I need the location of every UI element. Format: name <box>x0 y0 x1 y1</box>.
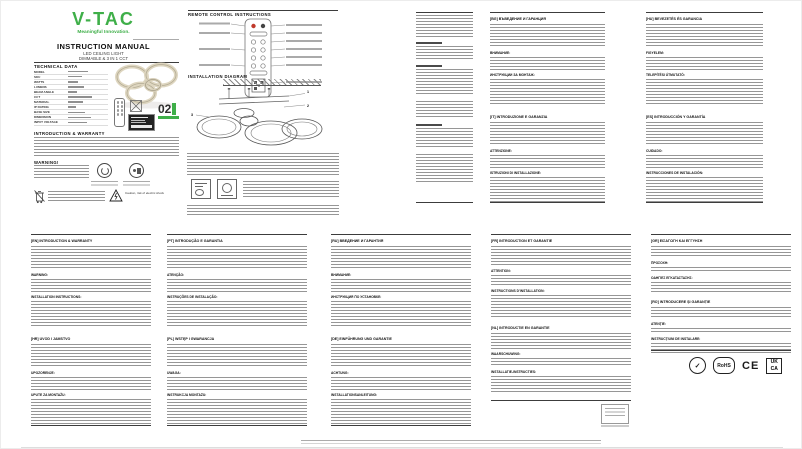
install-notes-redacted <box>243 181 339 197</box>
install-subhead-pl: INSTRUKCJA MONTAŻU: <box>167 393 207 397</box>
column-en-hr <box>31 234 151 426</box>
compliance-note-box <box>601 404 629 424</box>
vtac-logo: V-TAC <box>72 9 135 29</box>
text-redacted <box>31 246 151 270</box>
install-subhead-gr: ΟΔΗΓΙΕΣ ΕΓΚΑΤΑΣΤΑΣΗΣ: <box>651 276 693 280</box>
tech-value-redacted <box>68 86 84 88</box>
text-redacted <box>416 101 473 119</box>
text-redacted <box>416 128 473 148</box>
ce-mark: CE <box>742 359 760 372</box>
tech-value-redacted <box>68 112 85 114</box>
text-redacted <box>651 282 791 292</box>
divider <box>601 425 629 427</box>
power-off-icon <box>97 163 112 178</box>
text-redacted <box>605 408 625 418</box>
section-title-ru: [RU] ВВЕДЕНИЕ И ГАРАНТИЯ <box>331 239 384 243</box>
recycle-icon: ✓ <box>689 357 706 374</box>
text-redacted <box>490 79 605 106</box>
text-redacted <box>31 377 151 390</box>
manual-subtitle-2: DIMMABLE & 3 IN 1 CCT <box>78 55 129 61</box>
subhead-redacted <box>416 42 442 44</box>
warn-subhead-pt: ATENÇÃO: <box>167 273 185 277</box>
manual-subtitle-1: LED CEILING LIGHT <box>83 50 124 56</box>
rohs-mark: RoHS <box>713 357 735 374</box>
install-subhead-pt: INSTRUÇÕES DE INSTALAÇÃO: <box>167 295 218 299</box>
warranty-badge-number: 02 <box>158 102 172 116</box>
text-redacted <box>651 343 791 353</box>
section-title-pt: [PT] INTRODUÇÃO E GARANTIA <box>167 239 223 243</box>
intro-heading: INTRODUCTION & WARRANTY <box>34 130 105 136</box>
tech-value-redacted <box>68 122 87 124</box>
text-redacted <box>491 376 631 394</box>
text-redacted <box>491 295 631 317</box>
text-redacted <box>646 24 763 48</box>
install-subhead-hu: TELEPÍTÉSI ÚTMUTATÓ: <box>646 73 685 77</box>
install-subhead-de: INSTALLATIONSANLEITUNG: <box>331 393 378 397</box>
ukca-mark <box>766 358 782 374</box>
warn-subhead-fr: ATTENTION: <box>491 269 511 273</box>
tech-value-redacted <box>68 117 91 119</box>
tech-value-redacted <box>68 96 92 98</box>
shock-caption: Caution, risk of electric shock <box>125 191 165 195</box>
warn-subhead-hu: FIGYELEM: <box>646 51 664 55</box>
warn-subhead-bg: ВНИМАНИЕ: <box>490 51 511 55</box>
tech-label: MATERIAL <box>34 100 50 105</box>
section-title-hr: [HR] UVOD I JAMSTVO <box>31 337 71 341</box>
column-gr-ro <box>651 234 791 351</box>
section-title-hu: [HU] BEVEZETÉS ÉS GARANCIA <box>646 17 703 21</box>
warn-subhead-it: ATTENZIONE: <box>490 149 512 153</box>
subhead-redacted <box>416 124 442 126</box>
install-subhead-es: INSTRUCCIONES DE INSTALACIÓN: <box>646 171 704 175</box>
tech-value-redacted <box>68 71 88 73</box>
remote-thumb <box>114 98 125 127</box>
section-title-fr: [FR] INTRODUCTION ET GARANTIE <box>491 239 553 243</box>
page-title: INSTRUCTION MANUAL <box>56 42 151 51</box>
text-redacted <box>490 155 605 168</box>
energy-label <box>128 114 155 131</box>
text-redacted <box>167 344 307 368</box>
text-redacted <box>31 301 151 328</box>
tech-data-table <box>34 70 108 126</box>
section-title-bg: [BG] ВЪВЕДЕНИЕ И ГАРАНЦИЯ <box>490 17 546 21</box>
warn-subhead-gr: ΠΡΟΣΟΧΗ: <box>651 261 669 265</box>
text-redacted <box>331 279 471 292</box>
section-title-nl: [NL] INTRODUCTIE EN GARANTIE <box>491 326 550 330</box>
tech-value-redacted <box>68 81 78 83</box>
tech-label: MODEL <box>34 69 45 74</box>
intro-paragraph-redacted <box>34 137 179 158</box>
column-pt-pl <box>167 234 307 426</box>
text-redacted <box>331 377 471 390</box>
text-redacted <box>416 69 473 95</box>
text-redacted <box>31 399 151 426</box>
pictogram-caption-redacted <box>123 181 150 186</box>
text-redacted <box>651 307 791 319</box>
section-title-es: [ES] INTRODUCCIÓN Y GARANTÍA <box>646 115 706 119</box>
install-notes-redacted <box>187 153 339 175</box>
brand-tagline: Meaningful Innovation. <box>77 30 130 35</box>
text-redacted <box>646 79 763 106</box>
tech-label: INPUT VOLTAGE <box>34 120 58 125</box>
version-note-redacted <box>133 39 179 41</box>
installation-heading: INSTALLATION DIAGRAM <box>188 73 248 79</box>
section-title-gr: [GR] ΕΙΣΑΓΩΓΗ ΚΑΙ ΕΓΓΥΗΣΗ <box>651 239 703 243</box>
text-redacted <box>491 358 631 367</box>
callout-1: 1 <box>307 90 310 94</box>
warn-subhead-ro: ATENȚIE: <box>651 322 666 326</box>
tech-value-redacted <box>68 91 77 93</box>
ukca-ca: CA <box>770 365 778 372</box>
warn-subhead-en: WARNING: <box>31 273 49 277</box>
text-redacted <box>167 301 307 328</box>
install-subhead-ru: ИНСТРУКЦИЯ ПО УСТАНОВКЕ: <box>331 295 382 299</box>
callout-3: 3 <box>191 112 194 117</box>
text-redacted <box>490 24 605 48</box>
column-bg-it <box>490 12 605 203</box>
compliance-marks <box>689 357 782 374</box>
text-redacted <box>490 122 605 146</box>
footer-text-redacted <box>301 440 601 444</box>
ceiling-hatch <box>223 79 321 86</box>
install-subhead-ro: INSTRUCȚIUNI DE INSTALARE: <box>651 337 701 341</box>
warn-subhead-nl: WAARSCHUWING: <box>491 352 521 356</box>
text-redacted <box>646 122 763 146</box>
column-ru-de <box>331 234 471 426</box>
remote-instructions-heading: REMOTE CONTROL INSTRUCTIONS <box>188 12 272 17</box>
install-pictogram-1 <box>191 179 211 199</box>
column-fr-nl <box>491 234 631 401</box>
warn-subhead-ru: ВНИМАНИЕ: <box>331 273 352 277</box>
text-redacted <box>331 344 471 368</box>
text-redacted <box>331 301 471 328</box>
section-title-pl: [PL] WSTĘP I GWARANCJA <box>167 337 215 341</box>
warning-triangle-icon <box>109 189 123 202</box>
ukca-uk: UK <box>770 358 778 365</box>
text-redacted <box>490 177 605 204</box>
subhead-redacted <box>416 65 442 67</box>
text-redacted <box>31 279 151 292</box>
install-notes-redacted <box>187 205 339 217</box>
tech-value-redacted <box>68 106 76 108</box>
tech-label: BASE SIZE <box>34 110 50 115</box>
text-redacted <box>491 246 631 266</box>
column-en-continued <box>416 12 473 203</box>
text-redacted <box>31 344 151 368</box>
warning-heading: WARNING! <box>34 159 59 165</box>
tech-value-redacted <box>68 101 83 103</box>
tech-label: LUMENS <box>34 84 47 89</box>
install-subhead-hr: UPUTE ZA MONTAŽU: <box>31 393 66 397</box>
installation-drawing <box>189 87 339 149</box>
tech-label: IP RATING <box>34 105 49 110</box>
text-redacted <box>491 275 631 286</box>
tech-label: BEAM ANGLE <box>34 89 55 94</box>
install-subhead-en: INSTALLATION INSTRUCTIONS: <box>31 295 82 299</box>
tech-label: SKU <box>34 74 41 79</box>
text-redacted <box>646 57 763 70</box>
divider <box>188 10 338 11</box>
text-redacted <box>646 155 763 168</box>
section-title-ro: [RO] INTRODUCERE ȘI GARANȚIE <box>651 300 711 304</box>
warn-subhead-es: CUIDADO: <box>646 149 663 153</box>
callout-2: 2 <box>307 103 310 108</box>
text-redacted <box>331 399 471 426</box>
warn-subhead-hr: UPOZORENJE: <box>31 371 55 375</box>
text-redacted <box>646 177 763 204</box>
text-redacted <box>167 279 307 292</box>
warning-list-redacted <box>34 165 89 179</box>
text-redacted <box>416 15 473 37</box>
text-redacted <box>490 57 605 70</box>
weee-caption-redacted <box>48 191 105 203</box>
section-title-de: [DE] EINFÜHRUNG UND GARANTIE <box>331 337 392 341</box>
warn-subhead-pl: UWAGA: <box>167 371 181 375</box>
column-hu-es <box>646 12 763 203</box>
text-redacted <box>651 246 791 258</box>
tech-label: WATTS <box>34 79 45 84</box>
install-subhead-it: ISTRUZIONI DI INSTALLAZIONE: <box>490 171 542 175</box>
tech-row <box>34 120 108 125</box>
warn-subhead-de: ACHTUNG: <box>331 371 349 375</box>
install-subhead-bg: ИНСТРУКЦИИ ЗА МОНТАЖ: <box>490 73 535 77</box>
text-redacted <box>167 377 307 390</box>
install-subhead-fr: INSTRUCTIONS D'INSTALLATION: <box>491 289 545 293</box>
text-redacted <box>167 399 307 426</box>
electrician-icon <box>129 163 144 178</box>
pictogram-caption-redacted <box>91 181 118 186</box>
warranty-badge-caption-redacted <box>158 116 179 119</box>
install-pictogram-2 <box>217 179 237 199</box>
tech-data-heading: TECHNICAL DATA <box>34 63 78 69</box>
text-redacted <box>651 267 791 273</box>
tech-value-redacted <box>68 76 82 78</box>
tech-label: DIMENSION <box>34 115 52 120</box>
text-redacted <box>331 246 471 270</box>
text-redacted <box>167 246 307 270</box>
packaging-icon <box>130 100 142 112</box>
section-title-it: [IT] INTRODUZIONE E GARANZIA <box>490 115 548 119</box>
weee-bin-icon <box>34 190 45 204</box>
section-title-en: [EN] INTRODUCTION & WARRANTY <box>31 239 93 243</box>
text-redacted <box>416 154 473 184</box>
warranty-badge <box>158 103 182 119</box>
tech-label: CCT <box>34 95 41 100</box>
page-bottom-rule <box>21 447 783 448</box>
text-redacted <box>491 333 631 349</box>
text-redacted <box>416 46 473 60</box>
warranty-badge-bar <box>172 103 176 115</box>
install-subhead-nl: INSTALLATIE-INSTRUCTIES: <box>491 370 537 374</box>
text-redacted <box>651 328 791 334</box>
